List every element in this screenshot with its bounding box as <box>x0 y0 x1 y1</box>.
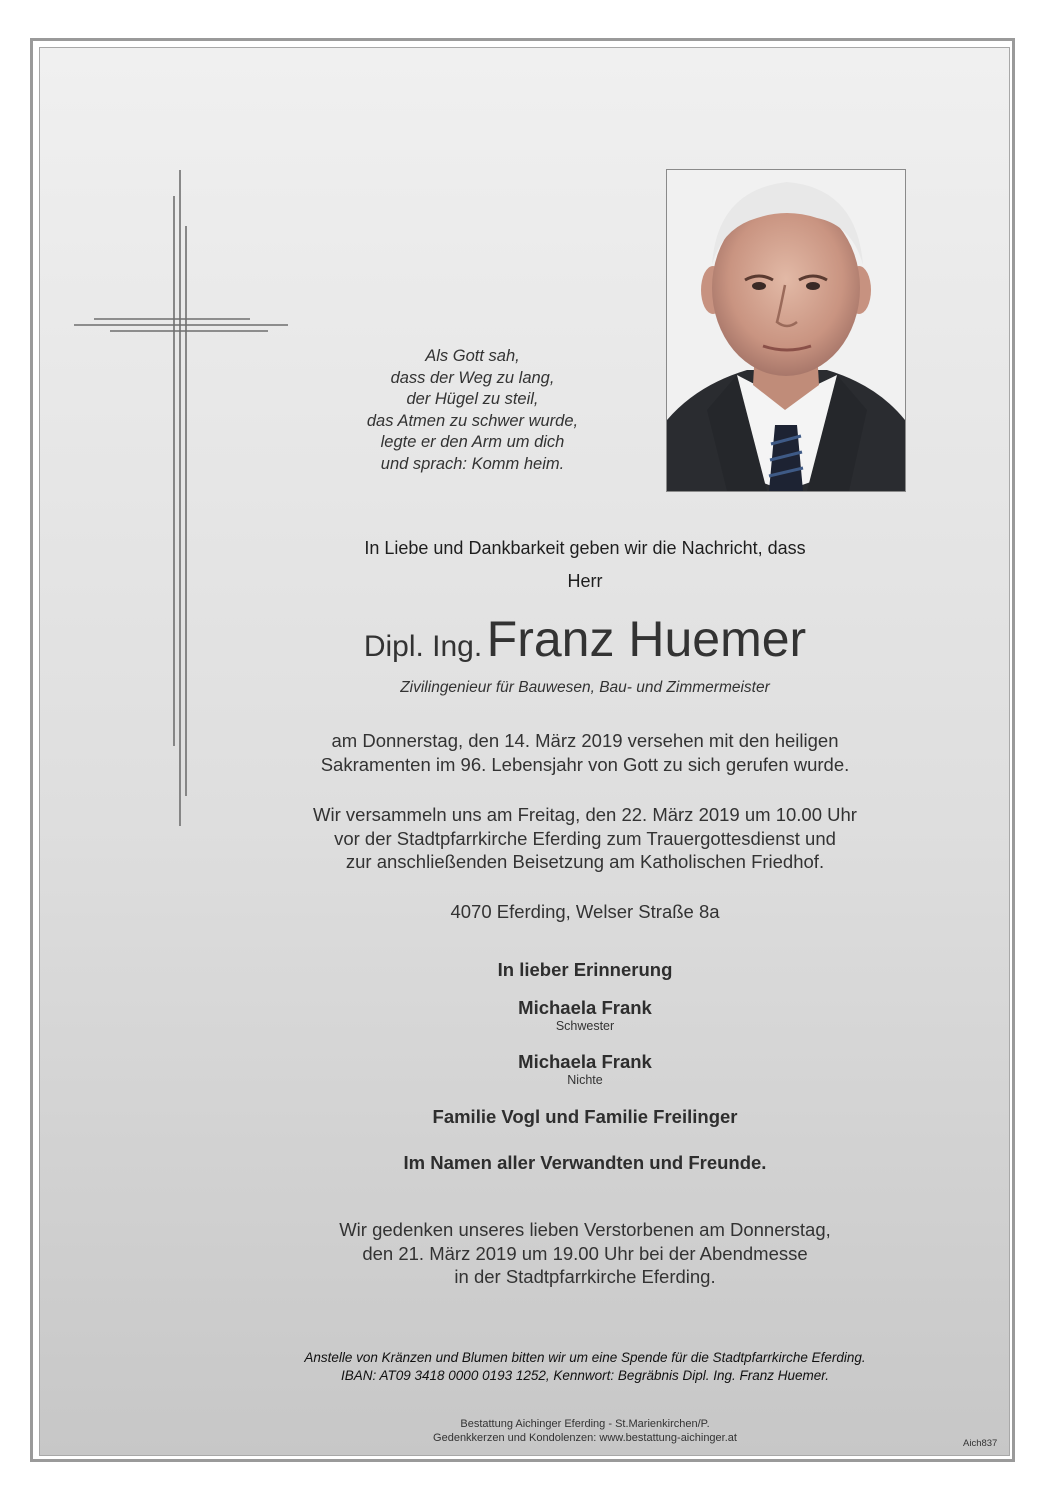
address: 4070 Eferding, Welser Straße 8a <box>450 901 720 922</box>
cross-icon <box>74 170 290 826</box>
memorial-notice <box>200 1218 970 1289</box>
full-name: Franz Huemer <box>486 611 807 667</box>
footer-line: Gedenkkerzen und Kondolenzen: www.bestattung-aichinger.at <box>433 1432 737 1444</box>
mourner-families: Familie Vogl und Familie Freilinger <box>432 1106 738 1127</box>
poem-line: dass der Weg zu lang, <box>390 368 555 387</box>
profession: Zivilingenieur für Bauwesen, Bau- und Zimmermeister <box>400 679 770 696</box>
portrait-photo-icon <box>667 170 905 491</box>
funeral-line: Wir versammeln uns am Freitag, den 22. März 2019 um 10.00 Uhr <box>313 804 857 825</box>
salutation: Herr <box>567 571 603 591</box>
deceased-name <box>200 610 970 668</box>
donation-line: Anstelle von Kränzen und Blumen bitten wir um eine Spende für die Stadtpfarrkirche Eferding. <box>304 1350 866 1365</box>
mourner-relation: Nichte <box>567 1073 603 1087</box>
mourner-entry <box>200 997 970 1033</box>
intro-text: In Liebe und Dankbarkeit geben wir die Nachricht, dass <box>364 538 806 558</box>
funeral-notice <box>200 803 970 874</box>
title-prefix: Dipl. Ing. <box>363 630 483 663</box>
mourner-name: Michaela Frank <box>518 997 652 1018</box>
mourners-closing: Im Namen aller Verwandten und Freunde. <box>403 1152 767 1173</box>
funeral-line: vor der Stadtpfarrkirche Eferding zum Trauergottesdienst und <box>334 827 836 849</box>
portrait-photo <box>666 169 906 492</box>
document-code: Aich837 <box>963 1438 998 1449</box>
poem-line: das Atmen zu schwer wurde, <box>366 411 579 430</box>
mourner-relation: Schwester <box>555 1019 615 1033</box>
death-notice <box>200 729 970 776</box>
footer-line: Bestattung Aichinger Eferding - St.Marienkirchen/P. <box>460 1418 710 1430</box>
memorial-line: in der Stadtpfarrkirche Eferding. <box>454 1266 716 1287</box>
memorial-line: den 21. März 2019 um 19.00 Uhr bei der Abendmesse <box>362 1242 808 1264</box>
death-notice-line: am Donnerstag, den 14. März 2019 versehen mit den heiligen <box>331 730 839 751</box>
poem-line: und sprach: Komm heim. <box>380 454 565 473</box>
memorial-line: Wir gedenken unseres lieben Verstorbenen am Donnerstag, <box>339 1219 831 1240</box>
death-notice-line: Sakramenten im 96. Lebensjahr von Gott zu sich gerufen wurde. <box>320 753 850 775</box>
funeral-line: zur anschließenden Beisetzung am Katholischen Friedhof. <box>345 851 825 872</box>
mourner-entry <box>200 1051 970 1087</box>
donation-line: IBAN: AT09 3418 0000 0193 1252, Kennwort: Begräbnis Dipl. Ing. Franz Huemer. <box>340 1368 830 1383</box>
footer <box>200 1417 970 1445</box>
poem <box>310 346 635 475</box>
mourner-name: Michaela Frank <box>518 1051 652 1072</box>
poem-line: der Hügel zu steil, <box>406 390 539 408</box>
poem-line: legte er den Arm um dich <box>380 433 565 451</box>
poem-line: Als Gott sah, <box>425 347 520 365</box>
donation-note <box>100 1349 1055 1385</box>
mourners-heading: In lieber Erinnerung <box>497 959 673 980</box>
